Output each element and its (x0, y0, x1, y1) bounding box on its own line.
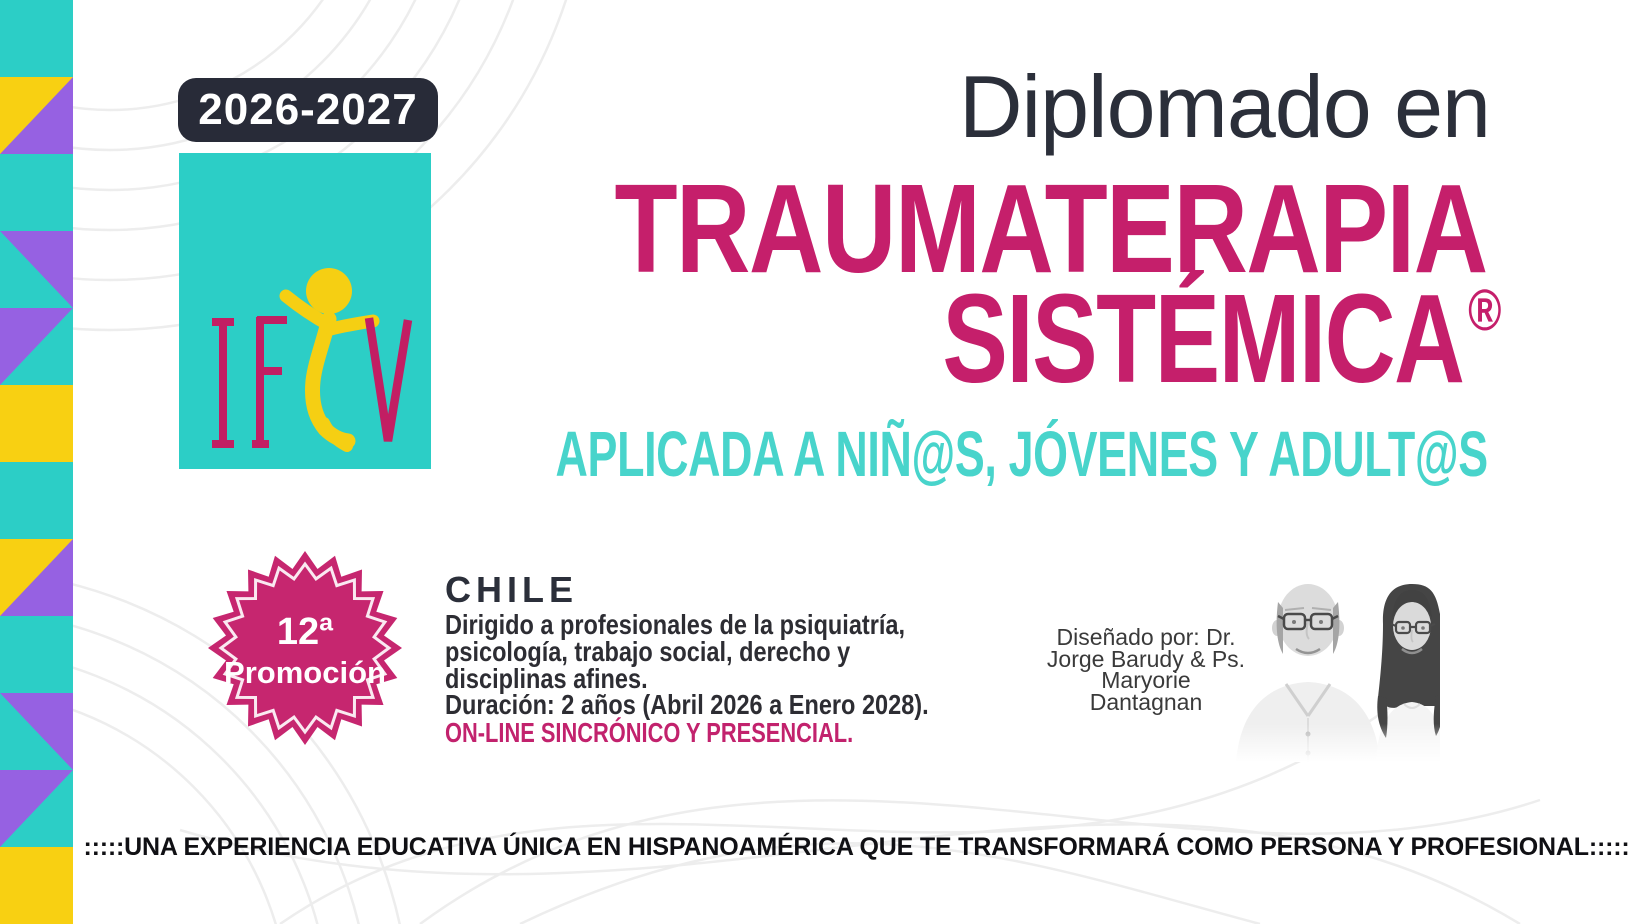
promo-starburst-badge (205, 548, 405, 748)
bottom-tagline: :::::UNA EXPERIENCIA EDUCATIVA ÚNICA EN HISPANOAMÉRICA QUE TE TRANSFORMARÁ COMO PERSONA Y PROFESIONAL::::: (83, 833, 1630, 861)
audience-line: Dirigido a profesionales de la psiquiatría, (445, 609, 906, 640)
title-subtitle: APLICADA A NIÑ@S, JÓVENES Y ADULT@S (555, 418, 1488, 490)
strip-cell (0, 847, 73, 924)
strip-cell (0, 462, 73, 539)
title-line2 (942, 268, 1502, 409)
designers-line: Dantagnan (1089, 688, 1203, 715)
designers-line: Jorge Barudy & Ps. (1046, 645, 1246, 672)
strip-cell (0, 539, 73, 616)
promo-badge-text (205, 550, 405, 750)
strip-cell (0, 154, 73, 231)
country-heading: CHILE (445, 569, 578, 610)
title-line2-text: SISTÉMICA (942, 268, 1464, 409)
title-prefix: Diplomado en (959, 57, 1490, 156)
ifiv-logo-graphic (179, 153, 431, 469)
designers-line: Diseñado por: Dr. (1056, 624, 1236, 650)
registered-mark: ® (1468, 278, 1502, 343)
strip-cell (0, 385, 73, 462)
ifiv-logo (179, 153, 431, 469)
audience-line: disciplinas afines. (445, 662, 648, 694)
strip-cell (0, 616, 73, 693)
promo-word: Promoción (224, 654, 386, 690)
duration-line: Duración: 2 años (Abril 2026 a Enero 2028). (445, 689, 929, 721)
audience-text (445, 609, 929, 721)
strip-cell (0, 0, 73, 77)
strip-cell (0, 231, 73, 308)
year-badge (178, 78, 438, 142)
promo-number: 12ª (276, 610, 334, 653)
left-geometric-strip (0, 0, 73, 924)
designers-photo (1190, 556, 1440, 762)
modality-line: ON-LINE SINCRÓNICO Y PRESENCIAL. (445, 717, 854, 748)
title-line1: TRAUMATERAPIA (614, 158, 1487, 299)
figure-icon (286, 268, 373, 446)
strip-cell (0, 770, 73, 847)
audience-line: psicología, trabajo social, derecho y (445, 635, 851, 667)
strip-cell (0, 693, 73, 770)
strip-cell (0, 77, 73, 154)
year-badge-label: 2026-2027 (198, 85, 418, 134)
strip-cell (0, 308, 73, 385)
designers-line: Maryorie (1101, 667, 1191, 694)
